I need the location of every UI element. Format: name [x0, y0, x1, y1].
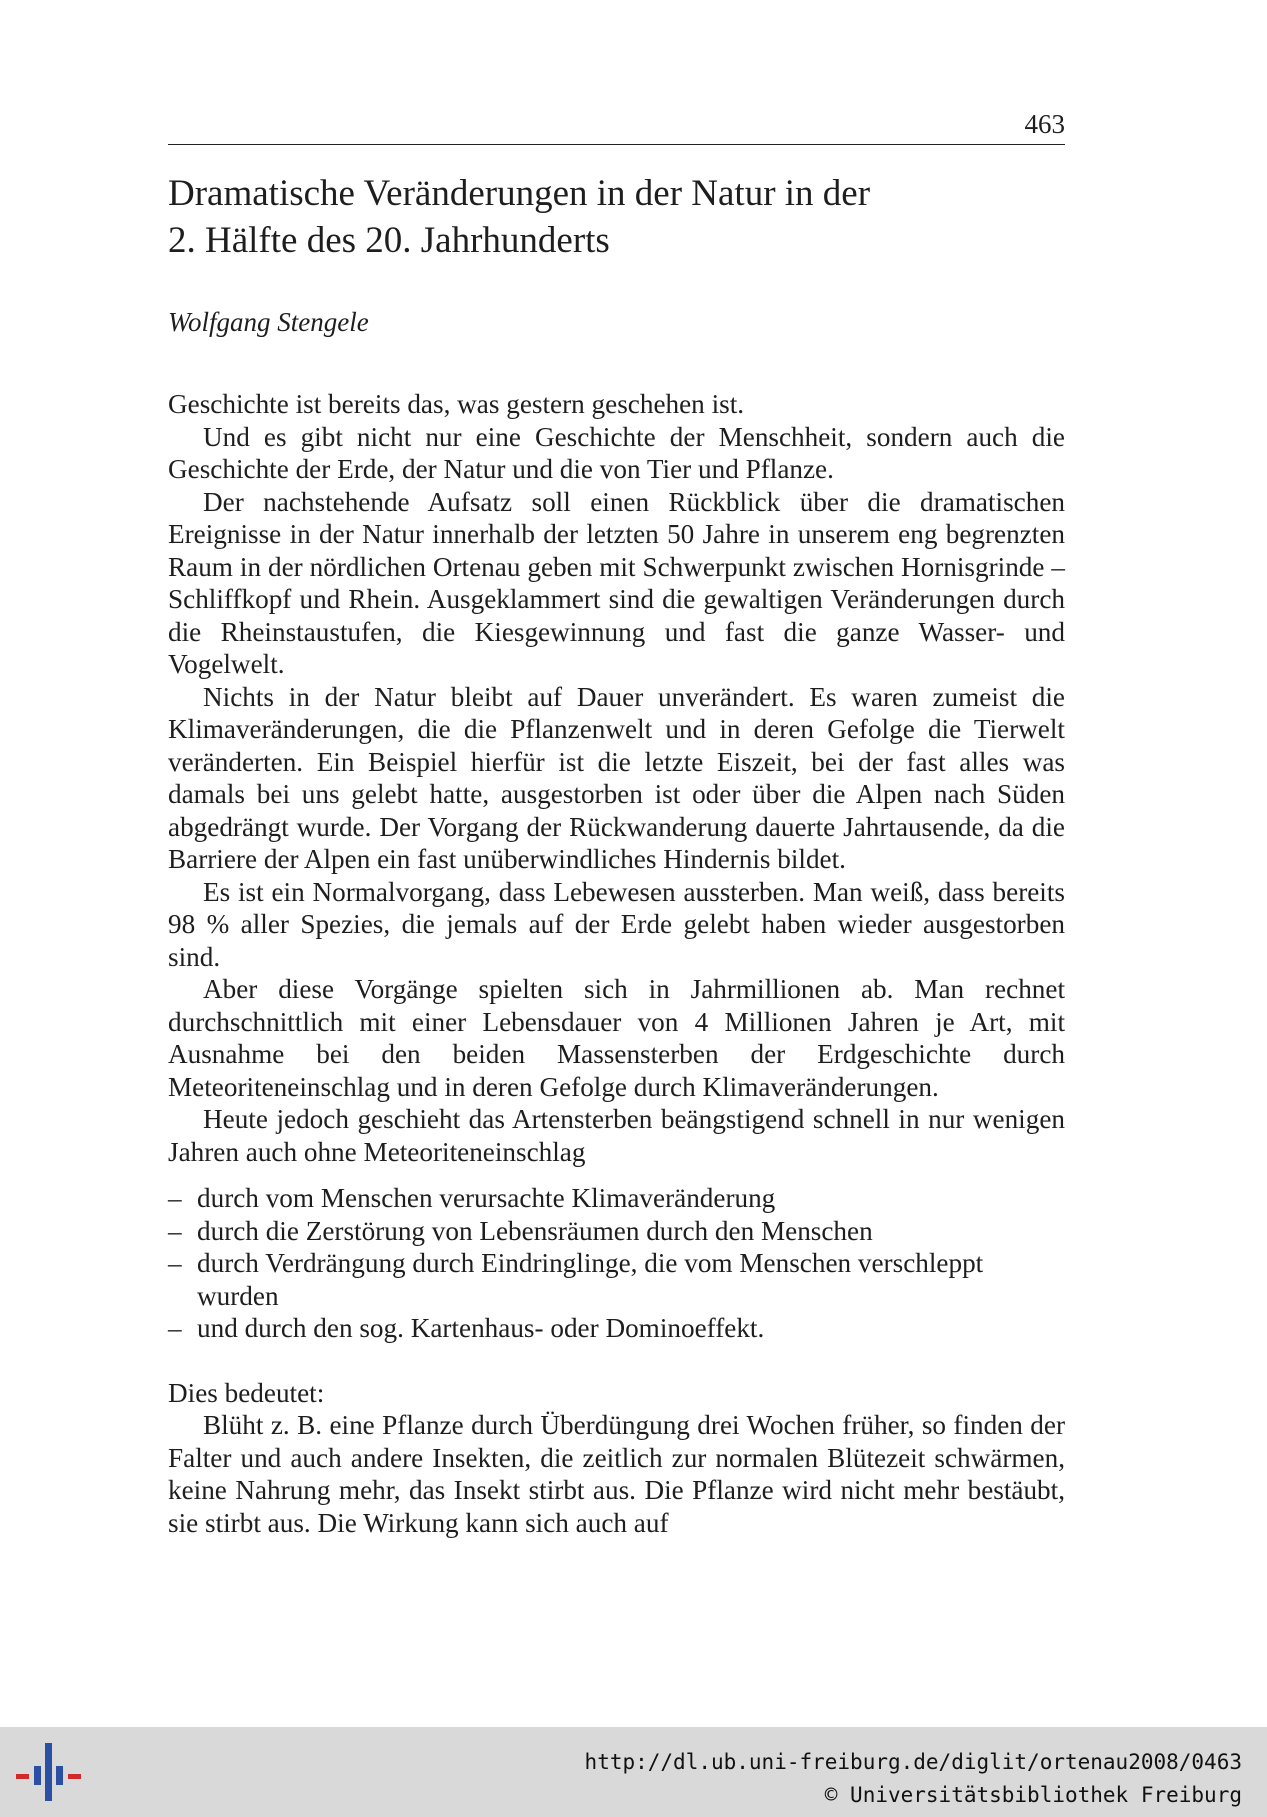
paragraph: Dies bedeutet: [168, 1377, 325, 1408]
article-title [168, 170, 1065, 264]
dash-marker: – [168, 1215, 182, 1246]
paragraph: Nichts in der Natur bleibt auf Dauer unverändert. Es waren zumeist die Klimaveränderungen, die die Pflanzenwelt und in deren Gefolge die Tierwelt veränderten. Ein Beispiel hierfür ist die letzte Eiszeit, bei der fast alles was damals bei uns gelebt hatte, ausgestorben ist oder über die Alpen nach Süden abgedrängt wurde. Der Vorgang der Rückwanderung dauerte Jahrtausende, da die Barriere der Alpen ein fast unüberwindliches Hindernis bildet. [168, 681, 1065, 874]
paragraph: Es ist ein Normalvorgang, dass Lebewesen aussterben. Man weiß, dass bereits 98 % aller Spezies, die jemals auf der Erde gelebt haben wieder ausgestorben sind. [168, 876, 1065, 972]
title-line: 2. Hälfte des 20. Jahrhunderts [168, 220, 610, 261]
header-rule [168, 144, 1065, 145]
dash-marker: – [168, 1313, 182, 1343]
list-item [168, 1247, 1065, 1312]
paragraph: Blüht z. B. eine Pflanze durch Überdüngung drei Wochen früher, so finden der Falter und auch andere Insekten, die zeitlich zur normalen Blütezeit schwärmen, keine Nahrung mehr, das Insekt stirbt aus. Die Pflanze wird nicht mehr bestäubt, sie stirbt aus. Die Wirkung kann sich auch auf [168, 1410, 1065, 1538]
paragraph: Heute jedoch geschieht das Artensterben beängstigend schnell in nur wenigen Jahren auch ohne Meteoriteneinschlag [168, 1104, 1065, 1167]
paragraph: Und es gibt nicht nur eine Geschichte der Menschheit, sondern auch die Geschichte der Erde, der Natur und die von Tier und Pflanze. [168, 421, 1065, 484]
copyright-notice: © Universitätsbibliothek Freiburg [824, 1783, 1242, 1807]
list-item [168, 1312, 1065, 1345]
paragraph: Der nachstehende Aufsatz soll einen Rückblick über die dramatischen Ereignisse in der Natur innerhalb der letzten 50 Jahre in unserem eng begrenzten Raum in der nördlichen Ortenau geben mit Schwerpunkt zwischen Hornisgrinde – Schliffkopf und Rhein. Ausgeklammert sind die gewaltigen Veränderungen durch die Rheinstaustufen, die Kiesgewinnung und fast die ganze Wasser- und Vogelwelt. [168, 486, 1065, 679]
list-item-text: durch die Zerstörung von Lebensräumen durch den Menschen [197, 1215, 873, 1246]
list-item [168, 1182, 1065, 1215]
list-item-text: und durch den sog. Kartenhaus- oder Dominoeffekt. [197, 1313, 765, 1343]
footer-bar [0, 1727, 1267, 1817]
paragraph: Aber diese Vorgänge spielten sich in Jahrmillionen ab. Man rechnet durchschnittlich mit einer Lebensdauer von 4 Millionen Jahren je Art, mit Ausnahme bei den beiden Massensterben der Erdgeschichte durch Meteoriteneinschlag und in deren Gefolge durch Klimaveränderungen. [168, 974, 1065, 1102]
page-number: 463 [1024, 109, 1065, 139]
list-item-text: durch vom Menschen verursachte Klimaveränderung [197, 1183, 776, 1213]
list-item-text: durch Verdrängung durch Eindringlinge, die vom Menschen verschleppt wurden [197, 1248, 984, 1311]
dash-marker: – [168, 1183, 182, 1213]
list-item [168, 1215, 1065, 1248]
paragraph: Geschichte ist bereits das, was gestern geschehen ist. [168, 389, 745, 419]
article-body [168, 388, 1065, 1539]
dash-marker: – [168, 1248, 182, 1278]
title-line: Dramatische Veränderungen in der Natur in der [168, 173, 871, 214]
bullet-list [168, 1182, 1065, 1345]
author: Wolfgang Stengele [168, 307, 369, 337]
source-url[interactable]: http://dl.ub.uni-freiburg.de/diglit/ortenau2008/0463 [584, 1750, 1242, 1774]
ub-freiburg-logo-icon [14, 1741, 84, 1803]
